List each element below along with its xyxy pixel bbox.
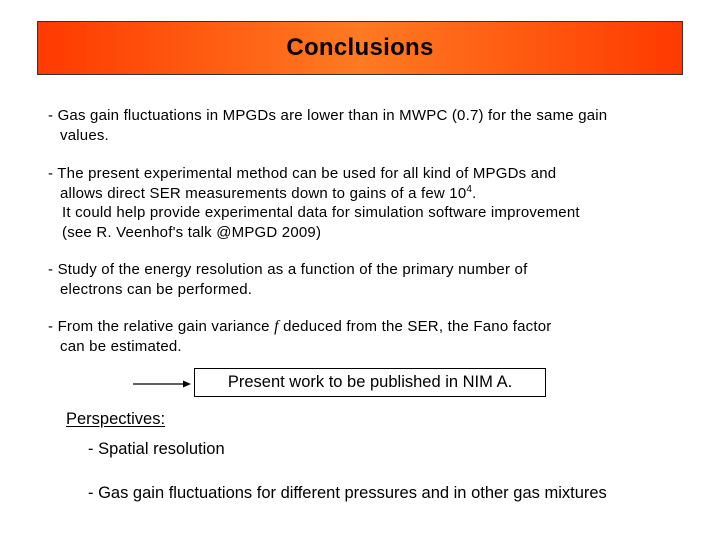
bullet-gas-gain <box>48 106 688 145</box>
exponent: 4 <box>466 183 473 195</box>
right-arrow-icon <box>133 380 191 388</box>
bullet-energy-resolution <box>48 260 688 299</box>
title-banner <box>37 21 683 75</box>
bullet-line: can be estimated. <box>60 337 182 355</box>
bullet-line: electrons can be performed. <box>60 280 253 298</box>
perspectives-heading: Perspectives: <box>66 410 166 428</box>
bullet-text: . <box>472 184 477 202</box>
bullet-line <box>48 317 688 337</box>
bullet-text: deduced from the SER, the Fano factor <box>278 318 552 335</box>
bullet-method <box>48 164 688 242</box>
publication-note: Present work to be published in NIM A. <box>227 373 513 391</box>
bullet-line: values. <box>60 126 109 144</box>
bullet-line: - The present experimental method can be used for all kind of MPGDs and <box>48 165 557 182</box>
bullet-line: - Gas gain fluctuations in MPGDs are lower than in MWPC (0.7) for the same gain <box>48 107 608 124</box>
slide-title: Conclusions <box>286 34 434 61</box>
bullet-text: - From the relative gain variance <box>48 318 275 335</box>
publication-note-box <box>194 368 546 397</box>
perspective-item: - Gas gain fluctuations for different pressures and in other gas mixtures <box>88 484 607 502</box>
bullet-line: It could help provide experimental data for simulation software improvement <box>62 204 580 221</box>
bullet-fano-factor <box>48 317 688 356</box>
bullet-line <box>48 184 688 204</box>
variance-symbol: f <box>274 318 279 335</box>
bullet-line: (see R. Veenhof's talk @MPGD 2009) <box>62 223 322 241</box>
bullet-line: - Study of the energy resolution as a function of the primary number of <box>48 261 528 278</box>
bullet-text: allows direct SER measurements down to gains of a few 10 <box>60 184 467 202</box>
perspective-item: - Spatial resolution <box>88 440 225 458</box>
